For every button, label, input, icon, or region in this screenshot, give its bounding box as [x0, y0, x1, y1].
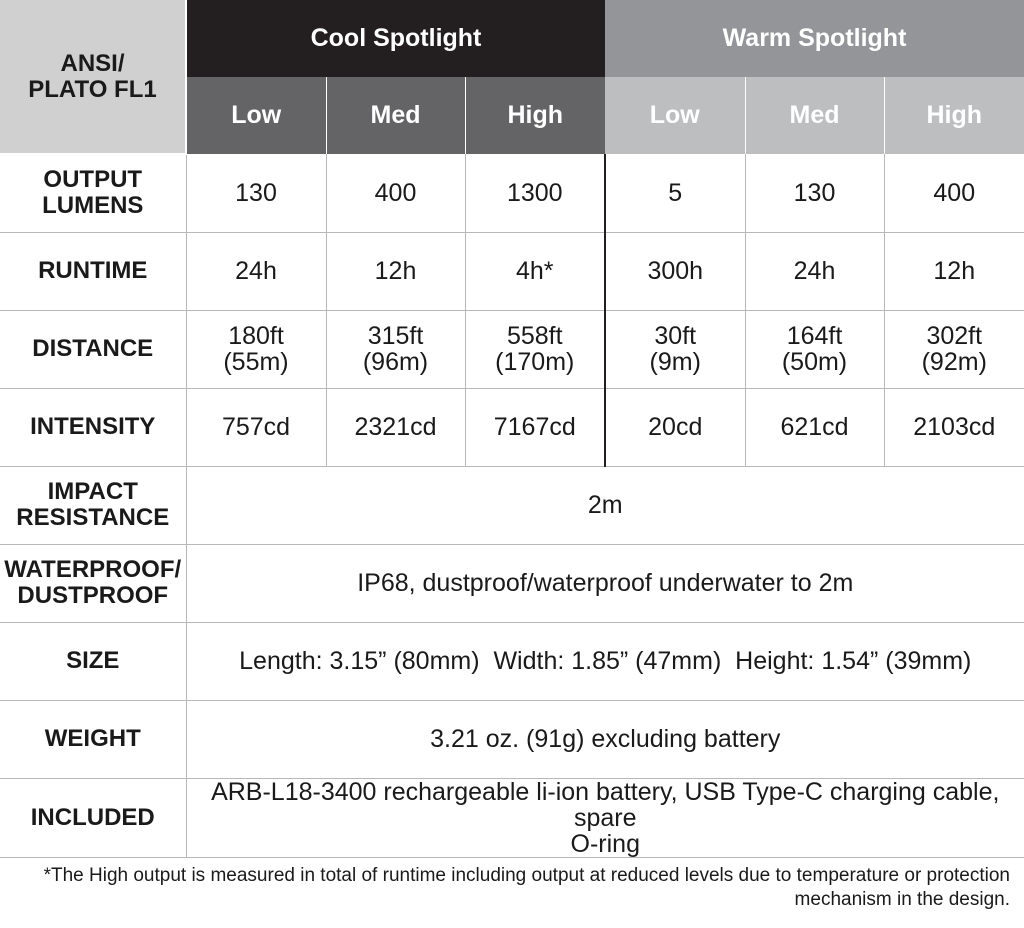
included-label: INCLUDED [0, 778, 186, 857]
output-label-line2: LUMENS [42, 192, 144, 220]
output-warm-low: 5 [605, 154, 745, 232]
warm-med-header: Med [745, 77, 884, 154]
weight-row [0, 700, 1024, 778]
standard-header [0, 0, 186, 154]
included-value-line2: O-ring [570, 829, 640, 858]
output-label [0, 154, 186, 232]
waterproof-label [0, 544, 186, 622]
runtime-cool-high: 4h* [465, 232, 605, 310]
distance-m: (96m) [362, 348, 429, 376]
size-row [0, 622, 1024, 700]
impact-row [0, 466, 1024, 544]
distance-m: (92m) [921, 348, 987, 376]
included-value [186, 778, 1024, 857]
distance-ft: 302ft [926, 322, 983, 350]
waterproof-row [0, 544, 1024, 622]
included-row [0, 778, 1024, 857]
cool-spotlight-header: Cool Spotlight [186, 0, 605, 77]
intensity-warm-med: 621cd [745, 388, 884, 466]
distance-m: (55m) [223, 348, 289, 376]
standard-header-line2: PLATO FL1 [28, 75, 157, 103]
impact-label-line2: RESISTANCE [16, 504, 170, 531]
runtime-warm-high: 12h [884, 232, 1024, 310]
cool-low-header: Low [186, 77, 326, 154]
intensity-label: INTENSITY [0, 388, 186, 466]
impact-label [0, 466, 186, 544]
distance-m: (170m) [495, 348, 575, 376]
intensity-cool-high: 7167cd [465, 388, 605, 466]
output-row [0, 154, 1024, 232]
distance-warm-high [884, 310, 1024, 388]
distance-warm-low [605, 310, 745, 388]
runtime-label: RUNTIME [0, 232, 186, 310]
distance-m: (50m) [781, 348, 848, 376]
runtime-row [0, 232, 1024, 310]
intensity-cool-low: 757cd [186, 388, 326, 466]
cool-high-header: High [465, 77, 605, 154]
distance-ft: 30ft [654, 322, 697, 350]
output-cool-high: 1300 [465, 154, 605, 232]
intensity-cool-med: 2321cd [326, 388, 465, 466]
distance-m: (9m) [649, 348, 701, 376]
runtime-warm-med: 24h [745, 232, 884, 310]
distance-ft: 315ft [367, 322, 424, 350]
cool-med-header: Med [326, 77, 465, 154]
footnote-line1: *The High output is measured in total of runtime including output at reduced levels due to temperature or protection [43, 865, 1010, 886]
distance-warm-med [745, 310, 884, 388]
header-group-row [0, 0, 1024, 77]
intensity-row [0, 388, 1024, 466]
waterproof-label-line2: DUSTPROOF [17, 582, 169, 609]
runtime-warm-low: 300h [605, 232, 745, 310]
size-label: SIZE [0, 622, 186, 700]
waterproof-value: IP68, dustproof/waterproof underwater to 2m [186, 544, 1024, 622]
warm-spotlight-header: Warm Spotlight [605, 0, 1024, 77]
standard-header-line1: ANSI/ [60, 49, 125, 77]
distance-cool-med [326, 310, 465, 388]
distance-ft: 164ft [786, 322, 843, 350]
output-warm-high: 400 [884, 154, 1024, 232]
output-cool-med: 400 [326, 154, 465, 232]
runtime-cool-low: 24h [186, 232, 326, 310]
output-cool-low: 130 [186, 154, 326, 232]
size-value: Length: 3.15” (80mm) Width: 1.85” (47mm) Height: 1.54” (39mm) [186, 622, 1024, 700]
distance-cool-low [186, 310, 326, 388]
waterproof-label-line1: WATERPROOF/ [4, 556, 182, 583]
distance-row [0, 310, 1024, 388]
included-value-line1: ARB-L18-3400 rechargeable li-ion battery, USB Type-C charging cable, spare [211, 777, 1000, 832]
footnote-line2: mechanism in the design. [794, 889, 1010, 910]
distance-cool-high [465, 310, 605, 388]
distance-ft: 558ft [506, 322, 563, 350]
runtime-cool-med: 12h [326, 232, 465, 310]
intensity-warm-low: 20cd [605, 388, 745, 466]
weight-label: WEIGHT [0, 700, 186, 778]
footnote [10, 864, 1010, 912]
warm-low-header: Low [605, 77, 745, 154]
output-warm-med: 130 [745, 154, 884, 232]
intensity-warm-high: 2103cd [884, 388, 1024, 466]
weight-value: 3.21 oz. (91g) excluding battery [186, 700, 1024, 778]
impact-value: 2m [186, 466, 1024, 544]
distance-label: DISTANCE [0, 310, 186, 388]
distance-ft: 180ft [228, 322, 284, 350]
output-label-line1: OUTPUT [43, 166, 143, 194]
warm-high-header: High [884, 77, 1024, 154]
impact-label-line1: IMPACT [47, 478, 138, 505]
